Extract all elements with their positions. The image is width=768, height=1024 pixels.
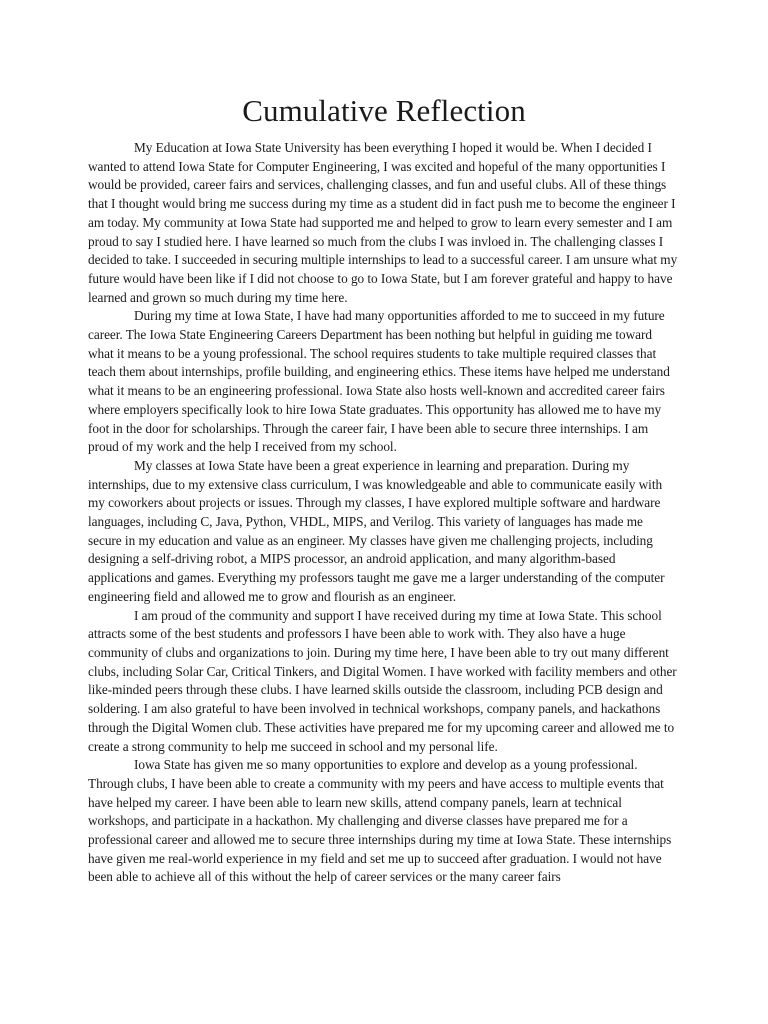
document-body (88, 139, 678, 887)
paragraph: My classes at Iowa State have been a great experience in learning and preparation. During my internships, due to my extensive class curriculum, I was knowledgeable and able to communicate easily with my coworkers about projects or issues. Through my classes, I have explored multiple software and hardware languages, including C, Java, Python, VHDL, MIPS, and Verilog. This variety of languages has made me secure in my education and value as an engineer. My classes have given me challenging projects, including designing a self-driving robot, a MIPS processor, an android application, and many algorithm-based applications and games. Everything my professors taught me gave me a larger understanding of the computer engineering field and allowed me to grow and flourish as an engineer. (88, 457, 665, 604)
paragraph: Iowa State has given me so many opportunities to explore and develop as a young professional. Through clubs, I have been able to create a community with my peers and have access to multiple events that have helped my career. I have been able to learn new skills, attend company panels, learn at technical workshops, and participate in a hackathon. My challenging and diverse classes have prepared me for a professional career and allowed me to secure three internships during my time at Iowa State. These internships have given me real-world experience in my field and set me up to succeed after graduation. I would not have been able to achieve all of this without the help of career services or the many career fairs (88, 757, 672, 885)
paragraph: During my time at Iowa State, I have had many opportunities afforded to me to succeed in my future career. The Iowa State Engineering Careers Department has been nothing but helpful in guiding me toward what it means to be a young professional. The school requires students to take multiple required classes that teach them about internships, profile building, and engineering ethics. These items have helped me understand what it means to be an engineering professional. Iowa State also hosts well-known and accredited career fairs where employers specifically look to hire Iowa State graduates. This opportunity has allowed me to have my foot in the door for scholarships. Through the career fair, I have been able to secure three internships. I am proud of my work and the help I received from my school. (88, 308, 670, 455)
page-title: Cumulative Reflection (242, 93, 526, 128)
paragraph: My Education at Iowa State University has been everything I hoped it would be. When I decided I wanted to attend Iowa State for Computer Engineering, I was excited and hopeful of the many opportunities I would be provided, career fairs and services, challenging classes, and fun and useful clubs. All of these things that I thought would bring me success during my time as a student did in fact push me to become the engineer I am today. My community at Iowa State had supported me and helped to grow to learn every semester and I am proud to say I studied here. I have learned so much from the clubs I was invloed in. The challenging classes I decided to take. I succeeded in securing multiple internships to lead to a successful career. I am unsure what my future would have been like if I did not choose to go to Iowa State, but I am forever grateful and happy to have learned and grown so much during my time here. (88, 140, 678, 305)
paragraph: I am proud of the community and support I have received during my time at Iowa State. This school attracts some of the best students and professors I have been able to work with. They also have a huge community of clubs and organizations to join. During my time here, I have been able to try out many different clubs, including Solar Car, Critical Tinkers, and Digital Women. I have worked with facility members and other like-minded peers through these clubs. I have learned skills outside the classroom, including PCB design and soldering. I am also grateful to have been involved in technical workshops, company panels, and hackathons through the Digital Women club. These activities have prepared me for my upcoming career and allowed me to create a strong community to help me succeed in school and my personal life. (88, 607, 677, 754)
